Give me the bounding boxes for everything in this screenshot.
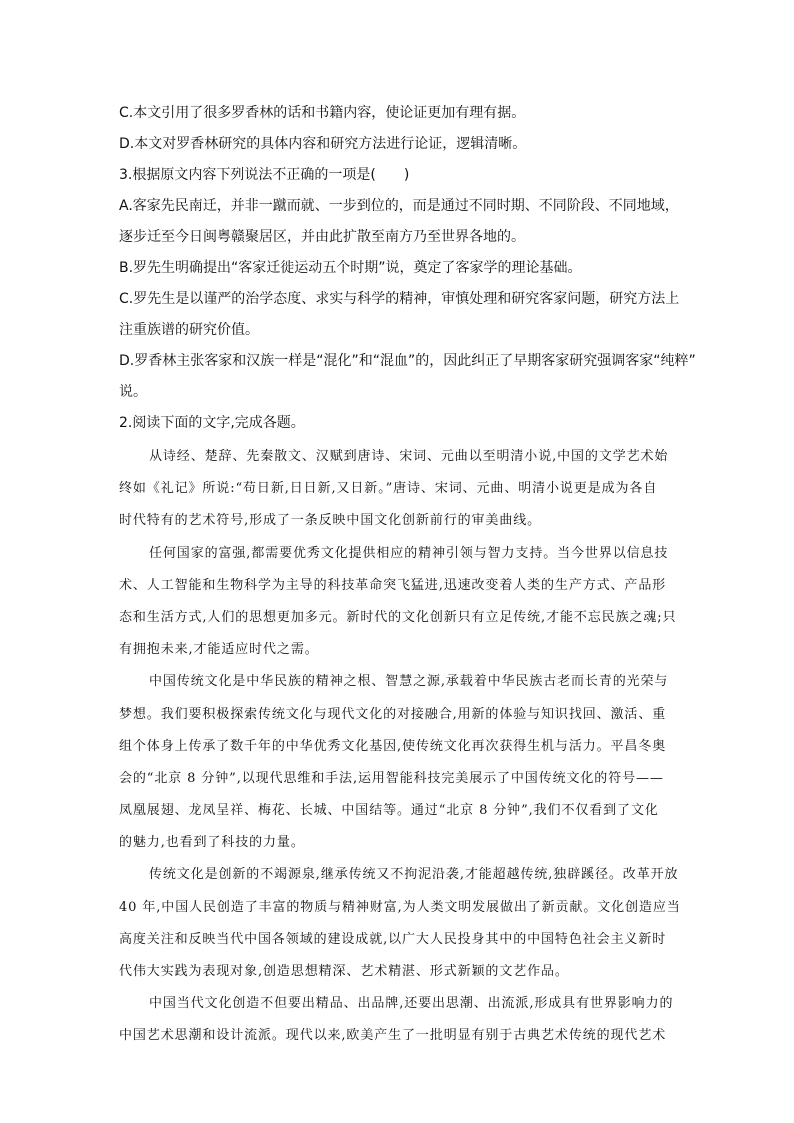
passage-line: 传统文化是创新的不竭源泉,继承传统又不拘泥沿袭,才能超越传统,独辟蹊径。改革开放 <box>149 867 679 883</box>
option-d-prev: D.本文对罗香林研究的具体内容和研究方法进行论证，逻辑清晰。 <box>119 136 527 152</box>
passage-line: 时代特有的艺术符号,形成了一条反映中国文化创新前行的审美曲线。 <box>119 513 542 529</box>
question-3 <box>119 160 696 439</box>
q3-option-d-line-1: D.罗香林主张客家和汉族一样是“混化”和“混血”的，因此纠正了早期客家研究强调客家“纯粹” <box>119 353 696 369</box>
passage-paragraph-5 <box>119 988 679 1052</box>
passage-line: 40 年,中国人民创造了丰富的物质与精神财富,为人类文明发展做出了新贡献。文化创造应当 <box>119 899 681 915</box>
passage-line: 术、人工智能和生物科学为主导的科技革命突飞猛进,迅速改变着人类的生产方式、产品形 <box>119 577 667 593</box>
passage-line: 凤凰展翅、龙凤呈祥、梅花、长城、中国结等。通过“北京 8 分钟”,我们不仅看到了文化 <box>119 803 659 819</box>
passage-line: 有拥抱未来,才能适应时代之需。 <box>119 642 319 658</box>
passage-line: 中国艺术思潮和设计流派。现代以来,欧美产生了一批明显有别于古典艺术传统的现代艺术 <box>119 1028 667 1044</box>
option-c-prev: C.本文引用了很多罗香林的话和书籍内容，使论证更加有理有据。 <box>119 105 526 121</box>
question-3-stem: 3.根据原文内容下列说法不正确的一项是( ) <box>119 167 410 183</box>
passage-line: 的魅力,也看到了科技的力量。 <box>119 835 305 851</box>
passage-paragraph-1 <box>119 441 679 538</box>
passage-line: 从诗经、楚辞、先秦散文、汉赋到唐诗、宋词、元曲以至明清小说,中国的文学艺术始 <box>149 449 669 464</box>
q3-option-a-line-1: A.客家先民南迁，并非一蹴而就、一步到位的，而是通过不同时期、不同阶段、不同地域， <box>119 198 679 214</box>
q3-option-c-line-2: 注重族谱的研究价值。 <box>119 322 259 338</box>
passage-line: 中国传统文化是中华民族的精神之根、智慧之源,承载着中华民族古老而长青的光荣与 <box>149 674 669 690</box>
q3-option-c-line-1: C.罗先生是以谨严的治学态度、求实与科学的精神，审慎处理和研究客家问题，研究方法上 <box>119 291 680 307</box>
passage-line: 梦想。我们要积极探索传统文化与现代文化的对接融合,用新的体验与知识找回、激活、重 <box>119 706 667 722</box>
passage-line: 终如《礼记》所说:“苟日新,日日新,又日新。”唐诗、宋词、元曲、明清小说更是成为各自 <box>119 481 658 497</box>
passage-line: 组个体身上传承了数千年的中华优秀文化基因,使传统文化再次获得生机与活力。平昌冬奥 <box>119 738 667 754</box>
q3-option-a-line-2: 逐步迁至今日闽粤赣聚居区，并由此扩散至南方乃至世界各地的。 <box>119 229 525 245</box>
passage-line: 高度关注和反映当代中国各领域的建设成就,以广大人民投身其中的中国特色社会主义新时 <box>119 931 667 947</box>
passage-paragraph-4 <box>119 859 679 988</box>
q3-option-d-line-2: 说。 <box>119 384 147 400</box>
passage-line: 任何国家的富强,都需要优秀文化提供相应的精神引领与智力支持。当今世界以信息技 <box>149 545 669 561</box>
section-2-heading: 2.阅读下面的文字,完成各题。 <box>119 415 305 431</box>
q3-option-b: B.罗先生明确提出“客家迁徙运动五个时期”说，奠定了客家学的理论基础。 <box>119 260 582 276</box>
passage-paragraph-2 <box>119 538 679 667</box>
reading-passage <box>119 441 679 1053</box>
passage-line: 代伟大实践为表现对象,创造思想精深、艺术精湛、形式新颖的文艺作品。 <box>119 964 569 979</box>
passage-line: 中国当代文化创造不但要出精品、出品牌,还要出思潮、出流派,形成具有世界影响力的 <box>149 996 674 1012</box>
prev-question-options <box>119 98 679 160</box>
passage-line: 会的“北京 8 分钟”,以现代思维和手法,运用智能科技完美展示了中国传统文化的符号—— <box>119 770 664 786</box>
passage-line: 态和生活方式,人们的思想更加多元。新时代的文化创新只有立足传统,才能不忘民族之魂;只 <box>119 609 677 625</box>
passage-paragraph-3 <box>119 666 679 859</box>
